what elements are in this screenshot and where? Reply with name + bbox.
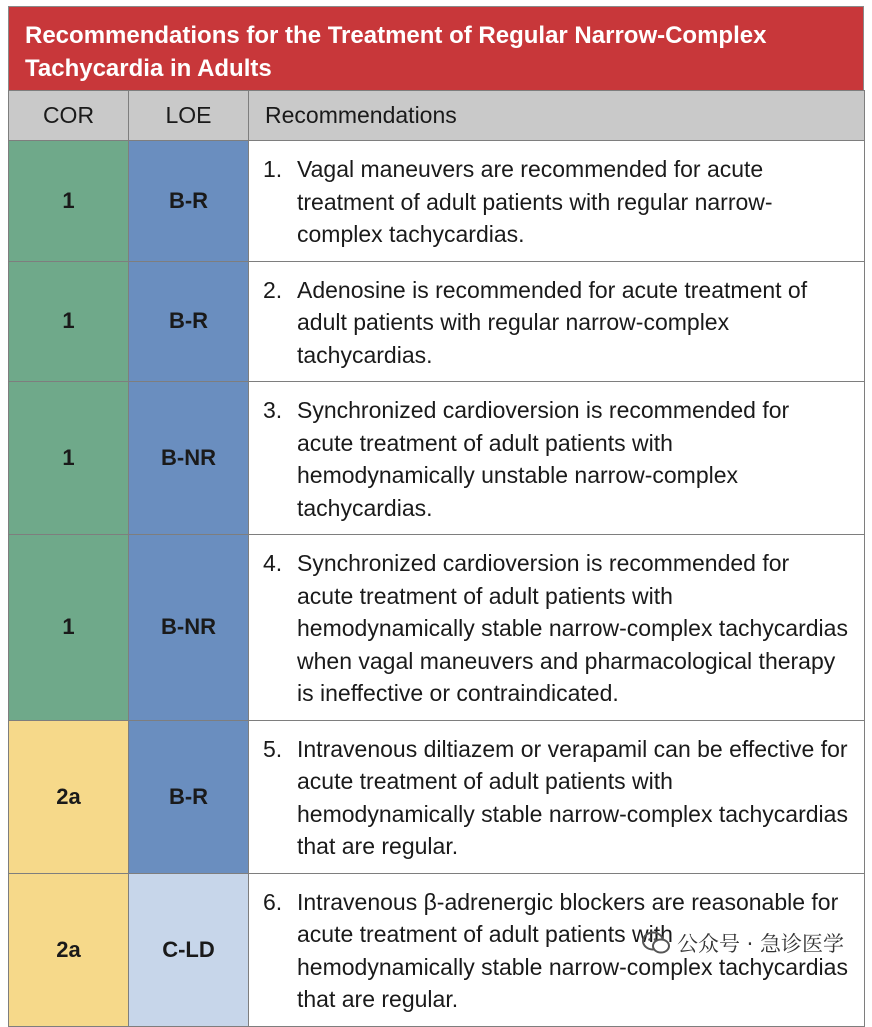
table-row [9, 535, 865, 721]
recommendation-number: 2. [263, 274, 297, 372]
recommendation-text: Synchronized cardioversion is recommended for acute treatment of adult patients with hemodynamically stable narrow-complex tachycardias when vagal maneuvers and pharmacological therapy is ineffective or contraindicated. [297, 547, 850, 710]
recommendation-cell [249, 382, 865, 535]
header-loe: LOE [129, 91, 249, 141]
recommendation-cell [249, 261, 865, 382]
cor-cell: 2a [9, 720, 129, 873]
recommendation-table-container [8, 6, 864, 1027]
recommendation-text: Intravenous β-adrenergic blockers are reasonable for acute treatment of adult patients with hemodynamically stable narrow-complex tachycardias that are regular. [297, 886, 850, 1016]
recommendation-text: Intravenous diltiazem or verapamil can be effective for acute treatment of adult patients with hemodynamically stable narrow-complex tachycardias that are regular. [297, 733, 850, 863]
cor-cell: 1 [9, 535, 129, 721]
recommendation-text: Synchronized cardioversion is recommended for acute treatment of adult patients with hemodynamically unstable narrow-complex tachycardias. [297, 394, 850, 524]
recommendation-cell [249, 720, 865, 873]
recommendation-text: Adenosine is recommended for acute treatment of adult patients with regular narrow-complex tachycardias. [297, 274, 850, 372]
header-recommendations: Recommendations [249, 91, 865, 141]
wechat-icon [641, 930, 671, 956]
recommendation-text: Vagal maneuvers are recommended for acute treatment of adult patients with regular narrow-complex tachycardias. [297, 153, 850, 251]
recommendation-table [8, 90, 865, 1027]
cor-cell: 1 [9, 261, 129, 382]
table-row [9, 141, 865, 262]
recommendation-number: 6. [263, 886, 297, 1016]
loe-cell: B-NR [129, 535, 249, 721]
recommendation-number: 3. [263, 394, 297, 524]
cor-cell: 1 [9, 141, 129, 262]
table-title: Recommendations for the Treatment of Regular Narrow-Complex Tachycardia in Adults [8, 6, 864, 90]
recommendation-cell [249, 535, 865, 721]
cor-cell: 2a [9, 873, 129, 1026]
table-row [9, 720, 865, 873]
recommendation-number: 4. [263, 547, 297, 710]
header-cor: COR [9, 91, 129, 141]
cor-cell: 1 [9, 382, 129, 535]
watermark [641, 928, 844, 958]
table-row [9, 382, 865, 535]
loe-cell: B-NR [129, 382, 249, 535]
loe-cell: B-R [129, 141, 249, 262]
recommendation-cell [249, 141, 865, 262]
watermark-text: 公众号 · 急诊医学 [677, 928, 844, 958]
loe-cell: B-R [129, 720, 249, 873]
loe-cell: C-LD [129, 873, 249, 1026]
recommendation-number: 1. [263, 153, 297, 251]
recommendation-number: 5. [263, 733, 297, 863]
loe-cell: B-R [129, 261, 249, 382]
table-row [9, 261, 865, 382]
header-row [9, 91, 865, 141]
